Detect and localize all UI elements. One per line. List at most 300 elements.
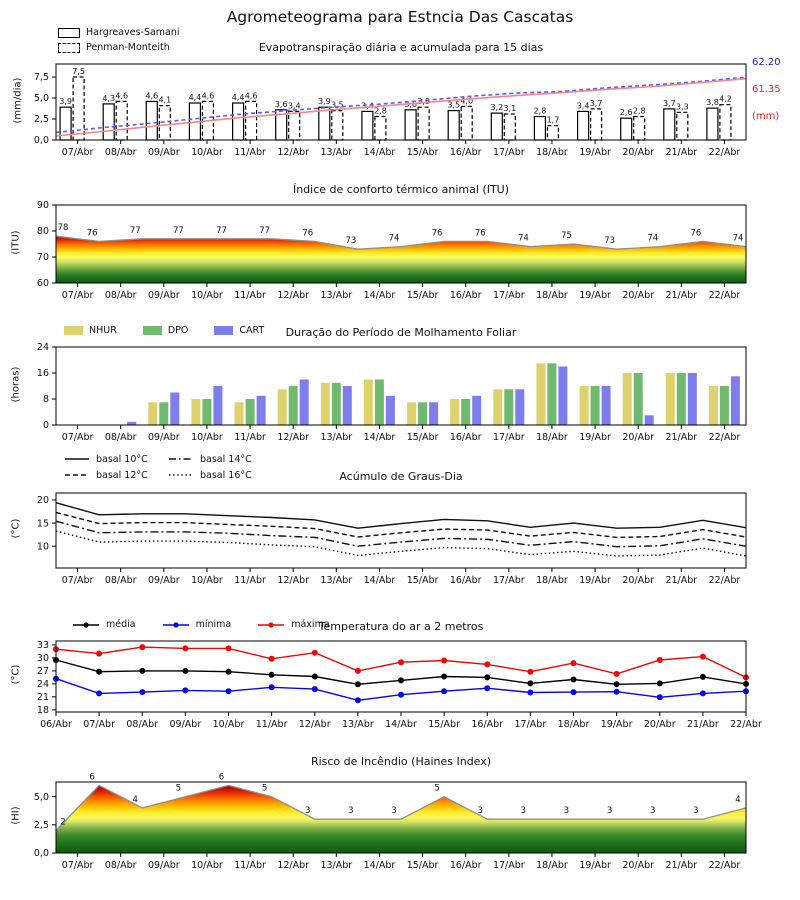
x-tick-label: 22/Abr bbox=[708, 432, 741, 443]
bar-cart bbox=[472, 396, 481, 425]
bar-cart bbox=[688, 373, 697, 425]
bar-value-label: 4,3 bbox=[102, 93, 116, 103]
bar-nhur bbox=[278, 389, 287, 425]
bar-nhur bbox=[493, 389, 502, 425]
bar-hargreaves-samani bbox=[233, 103, 244, 140]
evapo-title: Evapotranspiração diária e acumulada para 15 dias bbox=[258, 41, 544, 54]
legend-label: mínima bbox=[195, 619, 232, 630]
x-tick-label: 13/Abr bbox=[320, 147, 353, 158]
x-tick-label: 19/Abr bbox=[579, 432, 611, 443]
y-tick-label: 90 bbox=[36, 200, 49, 212]
graus-title: Acúmulo de Graus-Dia bbox=[339, 470, 463, 483]
data-point-máxima bbox=[355, 668, 361, 674]
x-tick-label: 21/Abr bbox=[665, 432, 698, 443]
bar-cart bbox=[429, 402, 438, 425]
data-point-média bbox=[657, 680, 663, 686]
data-point-máxima bbox=[139, 644, 145, 650]
data-point-média bbox=[96, 669, 102, 675]
x-tick-label: 09/Abr bbox=[147, 860, 180, 871]
x-tick-label: 10/Abr bbox=[191, 860, 223, 871]
x-tick-label: 14/Abr bbox=[363, 432, 396, 443]
data-point-mínima bbox=[657, 694, 663, 700]
bar-value-label: 3,8 bbox=[706, 98, 719, 108]
x-tick-label: 10/Abr bbox=[191, 432, 223, 443]
haines-title: Risco de Incêndio (Haines Index) bbox=[310, 755, 492, 768]
bar-value-label: 4,2 bbox=[719, 94, 732, 104]
value-label: 6 bbox=[89, 772, 95, 783]
solid-line-swatch-icon bbox=[64, 455, 90, 463]
x-tick-label: 14/Abr bbox=[363, 575, 396, 586]
x-tick-label: 12/Abr bbox=[277, 432, 310, 443]
y-tick-label: 15 bbox=[36, 518, 49, 530]
x-tick-label: 15/Abr bbox=[406, 860, 439, 871]
bar-dpo bbox=[504, 389, 513, 425]
bar-nhur bbox=[450, 399, 459, 425]
bar-hargreaves-samani bbox=[491, 113, 502, 140]
bar-hargreaves-samani bbox=[664, 109, 675, 140]
bar-value-label: 3,4 bbox=[287, 101, 301, 111]
y-tick-label: 5,0 bbox=[33, 791, 49, 803]
value-label: 3 bbox=[477, 806, 483, 817]
x-tick-label: 12/Abr bbox=[277, 290, 310, 301]
line-basal-12°c bbox=[56, 512, 746, 537]
axes-frame bbox=[56, 641, 746, 712]
bar-penman-monteith bbox=[720, 105, 731, 140]
value-label: 73 bbox=[604, 236, 616, 247]
data-point-mínima bbox=[484, 685, 490, 691]
data-point-média bbox=[614, 681, 620, 687]
x-tick-label: 09/Abr bbox=[147, 147, 180, 158]
x-tick-label: 14/Abr bbox=[363, 147, 396, 158]
x-tick-label: 14/Abr bbox=[385, 719, 417, 730]
x-tick-label: 09/Abr bbox=[169, 719, 202, 730]
bar-nhur bbox=[191, 399, 200, 425]
x-tick-label: 13/Abr bbox=[320, 575, 353, 586]
dashdot-line-swatch-icon bbox=[168, 455, 194, 463]
x-tick-label: 18/Abr bbox=[536, 147, 568, 158]
chart-haines bbox=[34, 772, 746, 871]
bar-cart bbox=[386, 396, 395, 425]
x-tick-label: 18/Abr bbox=[536, 575, 568, 586]
bar-value-label: 2,8 bbox=[374, 106, 387, 116]
x-tick-label: 22/Abr bbox=[708, 147, 741, 158]
data-point-máxima bbox=[269, 656, 275, 662]
data-point-média bbox=[441, 674, 447, 680]
bar-penman-monteith bbox=[634, 117, 645, 141]
value-label: 78 bbox=[57, 223, 69, 234]
bar-value-label: 3,4 bbox=[361, 101, 374, 111]
x-tick-label: 17/Abr bbox=[514, 719, 547, 730]
x-tick-label: 21/Abr bbox=[665, 860, 698, 871]
legend-item-basal14 bbox=[168, 452, 272, 466]
x-tick-label: 17/Abr bbox=[492, 575, 525, 586]
bar-value-label: 3,5 bbox=[447, 100, 461, 110]
value-label: 77 bbox=[172, 225, 184, 236]
x-tick-label: 20/Abr bbox=[643, 719, 676, 730]
x-tick-label: 20/Abr bbox=[622, 575, 655, 586]
bar-hargreaves-samani bbox=[534, 117, 545, 141]
bar-penman-monteith bbox=[116, 101, 127, 140]
bar-penman-monteith bbox=[591, 109, 602, 140]
legend-label: basal 16°C bbox=[200, 469, 252, 481]
bar-dpo bbox=[332, 383, 341, 425]
data-point-média bbox=[312, 674, 318, 680]
value-label: 2 bbox=[60, 817, 66, 828]
x-tick-label: 08/Abr bbox=[104, 575, 137, 586]
x-tick-label: 21/Abr bbox=[687, 719, 719, 730]
data-point-máxima bbox=[182, 645, 188, 651]
x-tick-label: 13/Abr bbox=[320, 432, 353, 443]
bar-dpo bbox=[375, 380, 384, 426]
legend-label: DPO bbox=[167, 325, 189, 336]
itu-title: Índice de conforto térmico animal (ITU) bbox=[292, 183, 510, 196]
value-label: 5 bbox=[175, 783, 182, 794]
legend-label: NHUR bbox=[89, 325, 117, 336]
y-tick-label: 70 bbox=[36, 252, 49, 264]
line-basal-10°c bbox=[56, 503, 746, 529]
x-tick-label: 11/Abr bbox=[234, 860, 266, 871]
y-tick-label: 10 bbox=[36, 541, 49, 553]
x-tick-label: 07/Abr bbox=[61, 860, 94, 871]
legend-label: máxima bbox=[291, 619, 330, 630]
data-point-média bbox=[527, 680, 533, 686]
data-point-máxima bbox=[527, 669, 533, 675]
x-tick-label: 10/Abr bbox=[191, 575, 223, 586]
data-point-máxima bbox=[226, 645, 232, 651]
x-tick-label: 20/Abr bbox=[622, 147, 655, 158]
y-tick-label: 30 bbox=[36, 653, 49, 665]
bar-value-label: 3,5 bbox=[330, 100, 344, 110]
data-point-mínima bbox=[96, 690, 102, 696]
y-tick-label: 0 bbox=[42, 420, 49, 432]
bar-value-label: 4,6 bbox=[201, 91, 215, 101]
data-point-mínima bbox=[226, 688, 232, 694]
value-label: 73 bbox=[345, 236, 357, 247]
data-point-máxima bbox=[614, 671, 620, 677]
x-tick-label: 07/Abr bbox=[83, 719, 115, 730]
x-tick-label: 13/Abr bbox=[320, 860, 353, 871]
bar-cart bbox=[300, 380, 309, 426]
value-label: 77 bbox=[216, 225, 227, 236]
data-point-mínima bbox=[312, 686, 318, 692]
value-label: 76 bbox=[690, 228, 702, 239]
x-tick-label: 16/Abr bbox=[449, 432, 482, 443]
legend-label: Hargreaves-Samani bbox=[86, 27, 180, 38]
legend-label: CART bbox=[239, 325, 265, 336]
x-tick-label: 19/Abr bbox=[579, 860, 611, 871]
data-point-mínima bbox=[139, 689, 145, 695]
bar-nhur bbox=[235, 402, 244, 425]
bar-value-label: 4,6 bbox=[244, 91, 258, 101]
bar-dpo bbox=[289, 386, 298, 425]
bar-dpo bbox=[461, 399, 470, 425]
x-tick-label: 13/Abr bbox=[320, 290, 353, 301]
data-point-máxima bbox=[96, 651, 102, 657]
bar-hargreaves-samani bbox=[621, 118, 632, 140]
data-point-média bbox=[571, 677, 577, 683]
x-tick-label: 10/Abr bbox=[191, 147, 223, 158]
y-tick-label: 16 bbox=[36, 368, 49, 380]
bar-penman-monteith bbox=[504, 114, 515, 140]
bar-value-label: 3,9 bbox=[417, 97, 430, 107]
dpmf-title: Duração do Período de Molhamento Foliar bbox=[285, 326, 517, 339]
x-tick-label: 11/Abr bbox=[234, 290, 266, 301]
bar-cart bbox=[731, 376, 740, 425]
x-tick-label: 15/Abr bbox=[406, 290, 439, 301]
value-label: 5 bbox=[434, 783, 440, 794]
bar-hargreaves-samani bbox=[103, 104, 114, 140]
bar-cart bbox=[257, 396, 266, 425]
data-point-média bbox=[182, 668, 188, 674]
bar-value-label: 3,4 bbox=[576, 101, 590, 111]
x-tick-label: 17/Abr bbox=[492, 860, 525, 871]
data-point-mínima bbox=[527, 690, 533, 696]
bar-dpo bbox=[418, 402, 427, 425]
bar-nhur bbox=[580, 386, 589, 425]
data-point-mínima bbox=[441, 688, 447, 694]
x-tick-label: 15/Abr bbox=[406, 432, 439, 443]
legend-label: basal 12°C bbox=[96, 469, 148, 481]
legend-item-hargreaves bbox=[58, 27, 180, 38]
y-tick-label: 80 bbox=[36, 226, 49, 238]
bar-nhur bbox=[364, 380, 373, 426]
x-tick-label: 07/Abr bbox=[61, 575, 94, 586]
x-tick-label: 09/Abr bbox=[147, 575, 180, 586]
x-tick-label: 22/Abr bbox=[708, 575, 741, 586]
axes-frame bbox=[56, 493, 746, 568]
x-tick-label: 11/Abr bbox=[234, 432, 266, 443]
bar-nhur bbox=[666, 373, 675, 425]
temp-ylabel: (°C) bbox=[10, 664, 22, 685]
x-tick-label: 19/Abr bbox=[600, 719, 633, 730]
bar-value-label: 4,4 bbox=[188, 93, 202, 103]
bar-value-label: 4,6 bbox=[145, 91, 159, 101]
line-basal-14°c bbox=[56, 521, 746, 547]
x-tick-label: 14/Abr bbox=[363, 860, 396, 871]
data-point-máxima bbox=[571, 660, 577, 666]
y-tick-label: 24 bbox=[36, 679, 49, 691]
bar-penman-monteith bbox=[547, 126, 558, 140]
bar-hargreaves-samani bbox=[146, 101, 157, 140]
legend-label: Penman-Monteith bbox=[86, 42, 170, 53]
value-label: 75 bbox=[561, 231, 572, 241]
legend-label: basal 10°C bbox=[96, 453, 148, 465]
bar-value-label: 2,8 bbox=[533, 106, 547, 116]
bar-penman-monteith bbox=[677, 112, 688, 140]
value-label: 74 bbox=[388, 233, 400, 244]
value-label: 76 bbox=[86, 228, 98, 239]
x-tick-label: 07/Abr bbox=[61, 290, 94, 301]
bar-value-label: 3,2 bbox=[490, 103, 504, 113]
data-point-máxima bbox=[657, 657, 663, 663]
bar-nhur bbox=[623, 373, 632, 425]
bar-value-label: 3,9 bbox=[59, 97, 72, 107]
bar-nhur bbox=[321, 383, 330, 425]
x-tick-label: 15/Abr bbox=[428, 719, 460, 730]
x-tick-label: 08/Abr bbox=[104, 290, 137, 301]
data-point-mínima bbox=[700, 690, 706, 696]
bar-dpo bbox=[159, 402, 168, 425]
bar-dpo bbox=[547, 363, 556, 425]
value-label: 74 bbox=[732, 233, 744, 244]
data-point-média bbox=[398, 677, 404, 683]
x-tick-label: 07/Abr bbox=[61, 432, 94, 443]
bar-cart bbox=[170, 393, 179, 426]
x-tick-label: 07/Abr bbox=[61, 147, 94, 158]
y-tick-label: 20 bbox=[36, 495, 49, 507]
x-tick-label: 18/Abr bbox=[536, 290, 568, 301]
x-tick-label: 16/Abr bbox=[449, 290, 482, 301]
y-tick-label: 2,5 bbox=[33, 820, 49, 832]
y-tick-label: 18 bbox=[36, 705, 49, 717]
value-label: 6 bbox=[218, 772, 225, 783]
x-tick-label: 15/Abr bbox=[406, 147, 439, 158]
x-tick-label: 12/Abr bbox=[277, 575, 310, 586]
x-tick-label: 17/Abr bbox=[492, 147, 525, 158]
x-tick-label: 14/Abr bbox=[363, 290, 396, 301]
x-tick-label: 11/Abr bbox=[255, 719, 288, 730]
bar-value-label: 2,8 bbox=[632, 106, 646, 116]
value-label: 74 bbox=[647, 233, 659, 244]
temp-title: Temperatura do ar a 2 metros bbox=[318, 620, 484, 633]
haines-ylabel: (HI) bbox=[10, 806, 22, 825]
bar-nhur bbox=[536, 363, 545, 425]
bar-cart bbox=[602, 386, 611, 425]
solid-bar-swatch-icon bbox=[58, 28, 80, 38]
bar-penman-monteith bbox=[418, 107, 429, 140]
x-tick-label: 13/Abr bbox=[342, 719, 374, 730]
data-point-mínima bbox=[571, 689, 577, 695]
bar-dpo bbox=[634, 373, 643, 425]
y-tick-label: 2,5 bbox=[33, 114, 49, 126]
chart-graus bbox=[37, 493, 746, 586]
y-tick-label: 8 bbox=[42, 394, 49, 406]
x-tick-label: 18/Abr bbox=[536, 860, 568, 871]
bar-penman-monteith bbox=[375, 117, 386, 141]
bar-value-label: 2,6 bbox=[619, 108, 633, 118]
y-tick-label: 33 bbox=[36, 640, 49, 652]
bar-value-label: 4,4 bbox=[231, 93, 245, 103]
bar-hargreaves-samani bbox=[448, 111, 459, 140]
value-label: 76 bbox=[302, 228, 314, 239]
chart-itu bbox=[37, 200, 746, 301]
value-label: 3 bbox=[563, 806, 570, 817]
value-label: 3 bbox=[520, 806, 527, 817]
x-tick-label: 16/Abr bbox=[449, 575, 482, 586]
bar-penman-monteith bbox=[246, 101, 257, 140]
bar-penman-monteith bbox=[289, 111, 300, 140]
x-tick-label: 17/Abr bbox=[492, 432, 525, 443]
data-point-máxima bbox=[398, 659, 404, 665]
x-tick-label: 16/Abr bbox=[449, 860, 482, 871]
value-label: 3 bbox=[606, 806, 613, 817]
bar-penman-monteith bbox=[461, 106, 472, 140]
data-point-máxima bbox=[312, 650, 318, 656]
data-point-mínima bbox=[614, 689, 620, 695]
x-tick-label: 08/Abr bbox=[104, 147, 137, 158]
value-label: 3 bbox=[693, 806, 699, 817]
legend-label: basal 14°C bbox=[200, 453, 252, 465]
bar-value-label: 3,7 bbox=[662, 98, 676, 108]
data-point-mínima bbox=[269, 684, 275, 690]
bar-cart bbox=[343, 386, 352, 425]
page-title: Agrometeograma para Estncia Das Cascatas bbox=[226, 8, 574, 26]
bar-dpo bbox=[591, 386, 600, 425]
x-tick-label: 12/Abr bbox=[298, 719, 331, 730]
bar-cart bbox=[645, 415, 654, 425]
value-label: 3 bbox=[305, 806, 311, 817]
data-point-média bbox=[700, 674, 706, 680]
data-point-máxima bbox=[441, 658, 447, 664]
value-label: 76 bbox=[474, 228, 486, 239]
data-point-mínima bbox=[398, 692, 404, 698]
x-tick-label: 15/Abr bbox=[406, 575, 439, 586]
bar-value-label: 3,3 bbox=[675, 102, 689, 112]
x-tick-label: 06/Abr bbox=[40, 719, 72, 730]
line-basal-16°c bbox=[56, 531, 746, 556]
bar-value-label: 3,9 bbox=[317, 97, 331, 107]
bar-cart bbox=[213, 386, 222, 425]
chart-dpmf bbox=[37, 342, 746, 443]
bar-value-label: 3,6 bbox=[404, 99, 417, 109]
data-point-média bbox=[139, 668, 145, 674]
value-label: 76 bbox=[431, 228, 443, 239]
x-tick-label: 08/Abr bbox=[126, 719, 159, 730]
y-tick-label: 21 bbox=[36, 692, 49, 704]
data-point-média bbox=[355, 681, 361, 687]
x-tick-label: 16/Abr bbox=[471, 719, 504, 730]
y-tick-label: 24 bbox=[36, 342, 49, 354]
bar-dpo bbox=[677, 373, 686, 425]
y-tick-label: 7,5 bbox=[33, 72, 49, 84]
graus-ylabel: (°C) bbox=[10, 518, 22, 539]
x-tick-label: 10/Abr bbox=[212, 719, 245, 730]
x-tick-label: 22/Abr bbox=[708, 290, 741, 301]
dpmf-ylabel: (horas) bbox=[10, 366, 22, 403]
cumulative-total-hargreaves: 61.35 bbox=[752, 84, 781, 95]
bar-hargreaves-samani bbox=[578, 111, 589, 140]
bar-hargreaves-samani bbox=[319, 107, 330, 140]
x-tick-label: 09/Abr bbox=[147, 432, 180, 443]
data-point-máxima bbox=[484, 661, 490, 667]
chart-evapo bbox=[34, 64, 746, 158]
value-label: 4 bbox=[735, 794, 741, 805]
bar-value-label: 1,7 bbox=[546, 115, 560, 125]
x-tick-label: 19/Abr bbox=[579, 290, 611, 301]
bar-value-label: 4,1 bbox=[158, 95, 172, 105]
y-tick-label: 27 bbox=[36, 666, 49, 678]
right-axis-unit: (mm) bbox=[752, 111, 780, 122]
value-label: 77 bbox=[259, 225, 271, 236]
itu-ylabel: (ITU) bbox=[10, 230, 22, 255]
x-tick-label: 12/Abr bbox=[277, 147, 310, 158]
value-label: 3 bbox=[650, 806, 656, 817]
value-label: 4 bbox=[132, 794, 138, 805]
chart-temp bbox=[37, 640, 762, 730]
x-tick-label: 21/Abr bbox=[665, 290, 698, 301]
x-tick-label: 08/Abr bbox=[104, 432, 137, 443]
x-tick-label: 20/Abr bbox=[622, 290, 655, 301]
x-tick-label: 19/Abr bbox=[579, 575, 611, 586]
x-tick-label: 10/Abr bbox=[191, 290, 223, 301]
bar-nhur bbox=[407, 402, 416, 425]
bar-dpo bbox=[202, 399, 211, 425]
bar-nhur bbox=[148, 402, 157, 425]
data-point-mínima bbox=[355, 697, 361, 703]
value-label: 74 bbox=[517, 233, 529, 244]
bar-value-label: 7,5 bbox=[72, 67, 85, 77]
data-point-mínima bbox=[182, 687, 188, 693]
